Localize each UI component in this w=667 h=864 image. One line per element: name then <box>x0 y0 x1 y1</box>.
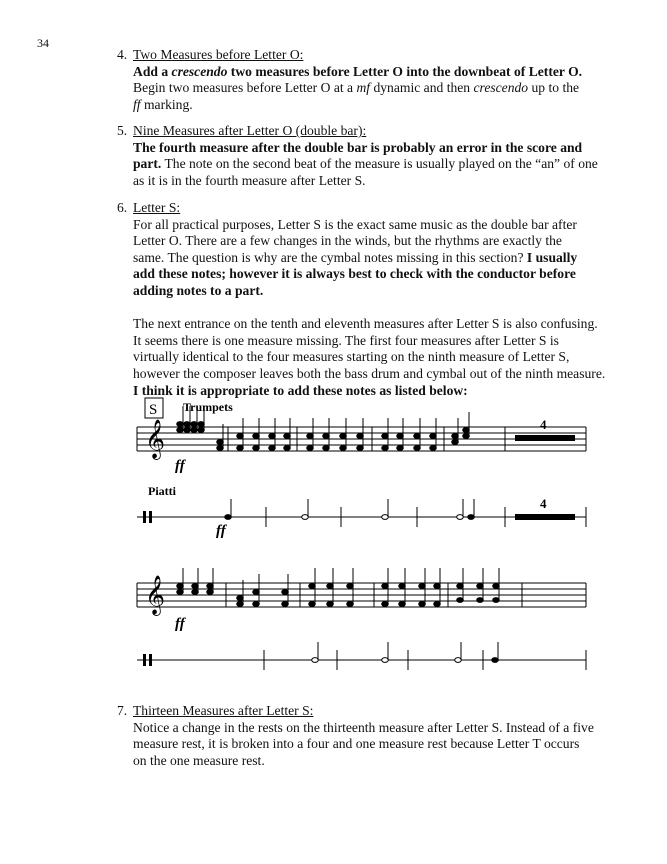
text-run: Notice a change in the rests on the thirteenth measure after Letter S. Instead of a five <box>133 719 594 735</box>
note <box>253 602 260 607</box>
note <box>184 428 191 433</box>
note <box>327 584 334 589</box>
note <box>269 434 276 439</box>
note <box>340 446 347 451</box>
text-run: same. The question is why are the cymbal notes missing in this section? <box>133 249 527 265</box>
note <box>382 515 389 520</box>
note <box>340 434 347 439</box>
multirest-bar <box>515 435 575 441</box>
trumpets-label: Trumpets <box>183 400 233 414</box>
item-heading: Nine Measures after Letter O (double bar): <box>133 123 367 138</box>
note <box>419 602 426 607</box>
text-run: part. <box>133 156 162 172</box>
text-run: ff <box>133 96 141 112</box>
rehearsal-mark: S <box>149 402 158 418</box>
note <box>463 434 470 439</box>
note <box>457 598 464 603</box>
note <box>282 590 289 595</box>
text-run: crescendo <box>171 63 228 79</box>
note <box>399 584 406 589</box>
note <box>382 434 389 439</box>
note <box>397 446 404 451</box>
note <box>457 515 464 520</box>
note <box>237 602 244 607</box>
note <box>307 434 314 439</box>
note <box>493 598 500 603</box>
dynamic-ff: ff <box>175 458 185 474</box>
text-run: two measures before Letter O into the downbeat of Letter O. <box>227 63 583 79</box>
text-run: It seems there is one measure missing. The first four measures after Letter S is <box>133 332 559 348</box>
text-run: The next entrance on the tenth and eleventh measures after Letter S is also confusing. <box>133 316 598 332</box>
text-run: Letter O. There are a few changes in the winds, but the rhythms are exactly the <box>133 233 562 249</box>
note <box>191 428 198 433</box>
text-run: marking. <box>140 96 193 112</box>
note <box>284 434 291 439</box>
item-number: 7. <box>117 703 128 718</box>
text-run: dynamic and then <box>370 80 474 96</box>
note <box>207 584 214 589</box>
text-run: The note on the second beat of the measure is usually played on the “an” of one <box>161 156 598 172</box>
text-run: virtually identical to the four measures starting on the ninth measure of Letter S, <box>133 349 570 365</box>
note <box>357 434 364 439</box>
note <box>452 434 459 439</box>
note <box>347 602 354 607</box>
note <box>237 446 244 451</box>
note <box>323 446 330 451</box>
note <box>399 602 406 607</box>
note <box>253 590 260 595</box>
page-number: 34 <box>37 36 49 50</box>
note <box>430 434 437 439</box>
note <box>269 446 276 451</box>
note <box>493 584 500 589</box>
item-heading: Two Measures before Letter O: <box>133 47 304 62</box>
note <box>309 584 316 589</box>
text-run: The fourth measure after the double bar is probably an error in the score and <box>133 139 583 155</box>
note <box>434 602 441 607</box>
note <box>207 590 214 595</box>
percussion-label: Piatti <box>148 484 176 498</box>
item-heading: Letter S: <box>133 200 181 215</box>
note <box>455 658 462 663</box>
note <box>382 602 389 607</box>
note <box>177 590 184 595</box>
note <box>397 434 404 439</box>
note <box>463 428 470 433</box>
multirest-count: 4 <box>540 496 547 511</box>
text-run: Begin two measures before Letter O at a <box>133 80 357 96</box>
note <box>414 446 421 451</box>
multirest-count: 4 <box>540 417 547 432</box>
text-run: mf <box>356 80 371 96</box>
text-run: Add a <box>133 63 172 79</box>
note <box>282 602 289 607</box>
item-number: 4. <box>117 47 128 62</box>
note <box>198 422 205 427</box>
note <box>253 446 260 451</box>
note <box>192 590 199 595</box>
text-run: however the composer leaves both the bass drum and cymbal out of the ninth measure. <box>133 365 606 381</box>
note <box>237 434 244 439</box>
note <box>452 440 459 445</box>
text-run: adding notes to a part. <box>133 282 264 298</box>
note <box>477 598 484 603</box>
note <box>430 446 437 451</box>
item-number: 5. <box>117 123 128 138</box>
note <box>302 515 309 520</box>
dynamic-ff: ff <box>216 523 226 539</box>
note <box>323 434 330 439</box>
treble-clef-icon: 𝄞 <box>145 575 166 615</box>
note <box>434 584 441 589</box>
text-run: measure rest, it is broken into a four and one measure rest because Letter T occurs <box>133 736 580 752</box>
dynamic-ff: ff <box>175 616 185 632</box>
note <box>382 446 389 451</box>
text-run: I usually <box>526 249 578 265</box>
note <box>217 440 224 445</box>
note <box>177 584 184 589</box>
note <box>468 515 475 520</box>
note <box>382 658 389 663</box>
note <box>347 584 354 589</box>
note <box>225 515 232 520</box>
text-run: crescendo <box>473 80 529 96</box>
text-run: I think it is appropriate to add these notes as listed below: <box>133 382 468 398</box>
note <box>327 602 334 607</box>
note <box>477 584 484 589</box>
percussion-clef-icons <box>143 435 575 666</box>
note <box>184 422 191 427</box>
note <box>457 584 464 589</box>
note <box>284 446 291 451</box>
note <box>492 658 499 663</box>
note <box>177 422 184 427</box>
note <box>253 434 260 439</box>
note <box>357 446 364 451</box>
treble-clef-icon: 𝄞 <box>145 419 166 459</box>
note <box>177 428 184 433</box>
text-run: add these notes; however it is always best to check with the conductor before <box>133 266 576 282</box>
note <box>309 602 316 607</box>
note <box>312 658 319 663</box>
item-number: 6. <box>117 200 128 215</box>
text-run: as it is in the fourth measure after Letter S. <box>133 172 366 188</box>
note <box>419 584 426 589</box>
note <box>307 446 314 451</box>
staff-2 <box>137 583 586 607</box>
note <box>414 434 421 439</box>
text-run: on the one measure rest. <box>133 752 265 768</box>
text-run: up to the <box>528 80 580 96</box>
note <box>198 428 205 433</box>
note <box>192 584 199 589</box>
note <box>382 584 389 589</box>
text-run: For all practical purposes, Letter S is the exact same music as the double bar after <box>133 216 577 232</box>
item-heading: Thirteen Measures after Letter S: <box>133 703 314 718</box>
note <box>191 422 198 427</box>
note <box>217 446 224 451</box>
note <box>237 596 244 601</box>
